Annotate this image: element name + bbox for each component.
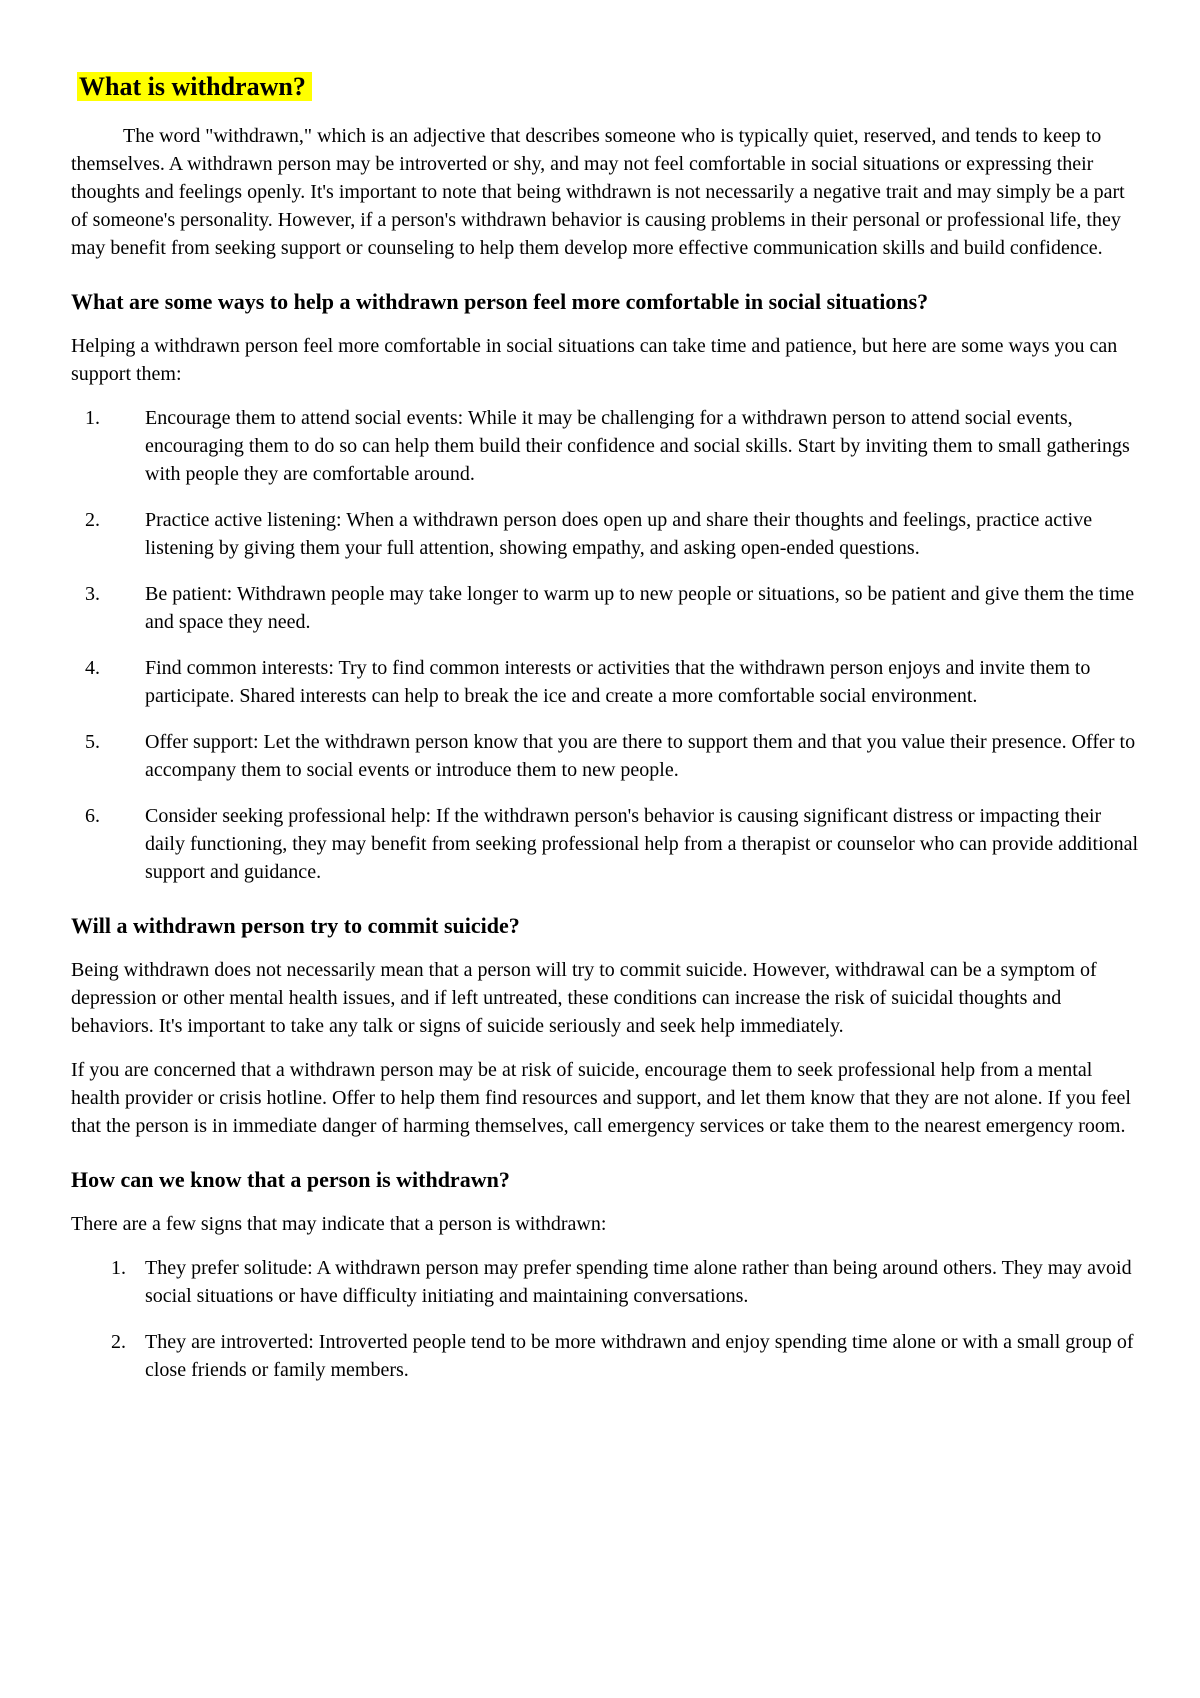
- title-highlight: What is withdrawn?: [77, 72, 312, 101]
- list-item-number: 5.: [85, 731, 100, 753]
- section-lead-ways-to-help: Helping a withdrawn person feel more comfortable in social situations can take time and patience, but here are some ways you can support them:: [71, 335, 1118, 385]
- page-title: [77, 70, 1140, 104]
- list-item-text: Find common interests: Try to find common interests or activities that the withdrawn person enjoys and invite them to participate. Shared interests can help to break the ice and create a more comfortable social environment.: [145, 657, 1091, 707]
- list-item-text: Be patient: Withdrawn people may take longer to warm up to new people or situations, so be patient and give them the time and space they need.: [145, 583, 1135, 633]
- list-item-number: 1.: [85, 407, 100, 429]
- intro-paragraph: The word "withdrawn," which is an adjective that describes someone who is typically quiet, reserved, and tends to keep to themselves. A withdrawn person may be introverted or shy, and may not feel comfortable in social situations or expressing their thoughts and feelings openly. It's important to note that being withdrawn is not necessarily a negative trait and may simply be a part of someone's personality. However, if a person's withdrawn behavior is causing problems in their personal or professional life, they may benefit from seeking support or counseling to help them develop more effective communication skills and build confidence.: [71, 125, 1125, 259]
- list-item-text: Encourage them to attend social events: While it may be challenging for a withdrawn person to attend social events, encouraging them to do so can help them build their confidence and social skills. Start by inviting them to small gatherings with people they are comfortable around.: [145, 407, 1130, 485]
- list-item: [71, 1328, 1140, 1384]
- list-item-text: Offer support: Let the withdrawn person know that you are there to support them and that you value their presence. Offer to accompany them to social events or introduce them to new people.: [145, 731, 1136, 781]
- list-item-text: They are introverted: Introverted people tend to be more withdrawn and enjoy spending time alone or with a small group of close friends or family members.: [145, 1331, 1134, 1381]
- list-item: [71, 654, 1140, 710]
- list-item: [71, 1254, 1140, 1310]
- section-heading-suicide: Will a withdrawn person try to commit suicide?: [71, 913, 520, 938]
- list-item: [71, 580, 1140, 636]
- list-item-number: 2.: [111, 1331, 126, 1353]
- list-item: [71, 404, 1140, 488]
- list-item-number: 1.: [111, 1257, 126, 1279]
- list-item: [71, 728, 1140, 784]
- ways-to-help-list: [71, 404, 1140, 886]
- section-heading-ways-to-help: What are some ways to help a withdrawn person feel more comfortable in social situations?: [71, 289, 929, 314]
- list-item-text: Practice active listening: When a withdrawn person does open up and share their thoughts and feelings, practice active listening by giving them your full attention, showing empathy, and asking open-ended questions.: [145, 509, 1093, 559]
- signs-list: [71, 1254, 1140, 1384]
- suicide-paragraph-1: Being withdrawn does not necessarily mean that a person will try to commit suicide. However, withdrawal can be a symptom of depression or other mental health issues, and if left untreated, these conditions can increase the risk of suicidal thoughts and behaviors. It's important to take any talk or signs of suicide seriously and seek help immediately.: [71, 959, 1097, 1037]
- list-item-text: They prefer solitude: A withdrawn person may prefer spending time alone rather than being around others. They may avoid social situations or have difficulty initiating and maintaining conversations.: [145, 1257, 1132, 1307]
- list-item: [71, 802, 1140, 886]
- list-item-text: Consider seeking professional help: If the withdrawn person's behavior is causing significant distress or impacting their daily functioning, they may benefit from seeking professional help from a therapist or counselor who can provide additional support and guidance.: [145, 805, 1139, 883]
- list-item: [71, 506, 1140, 562]
- suicide-paragraph-2: If you are concerned that a withdrawn person may be at risk of suicide, encourage them to seek professional help from a mental health provider or crisis hotline. Offer to help them find resources and support, and let them know that they are not alone. If you feel that the person is in immediate danger of harming themselves, call emergency services or take them to the nearest emergency room.: [71, 1059, 1131, 1137]
- list-item-number: 2.: [85, 509, 100, 531]
- list-item-number: 6.: [85, 805, 100, 827]
- section-heading-signs: How can we know that a person is withdrawn?: [71, 1167, 510, 1192]
- list-item-number: 3.: [85, 583, 100, 605]
- section-lead-signs: There are a few signs that may indicate that a person is withdrawn:: [71, 1213, 607, 1235]
- list-item-number: 4.: [85, 657, 100, 679]
